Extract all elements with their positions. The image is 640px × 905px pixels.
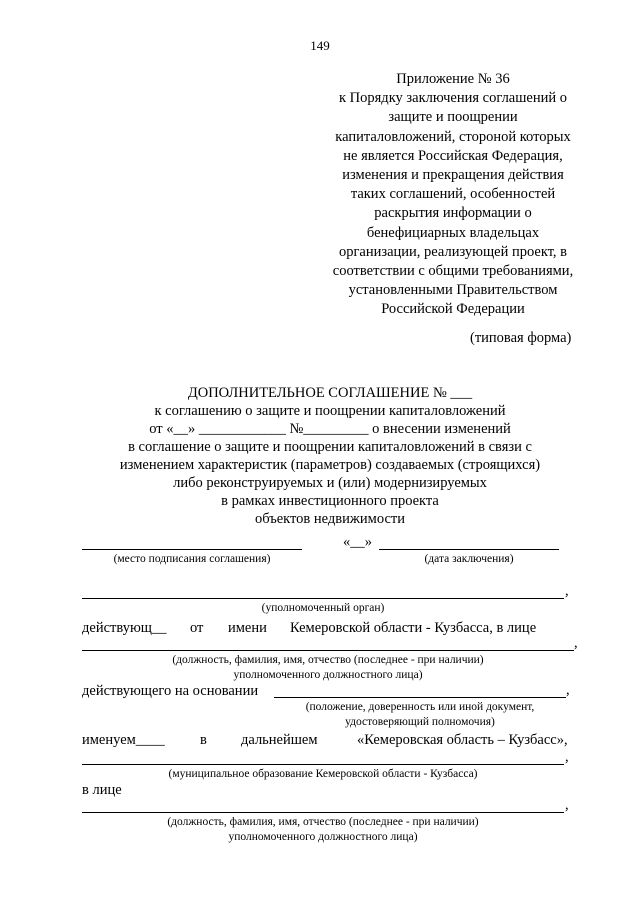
official-caption-2: уполномоченного должностного лица) [233, 669, 423, 681]
acting-word-3: имени [228, 620, 267, 636]
appendix-line: таких соглашений, особенностей [350, 186, 556, 203]
acting-basis-label: действующего на основании [82, 683, 259, 699]
official2-caption-1: (должность, фамилия, имя, отчество (последнее - при наличии) [167, 816, 479, 828]
page-number: 149 [310, 38, 330, 53]
basis-caption-2: удостоверяющий полномочия) [345, 716, 495, 728]
authorized-body-caption: (уполномоченный орган) [261, 602, 385, 614]
appendix-line: к Порядку заключения соглашений о [339, 90, 567, 107]
title-line: к соглашению о защите и поощрении капиталовложений [154, 403, 506, 419]
place-caption: (место подписания соглашения) [113, 553, 271, 565]
basis-field-line[interactable] [274, 697, 566, 698]
acting-word-4: Кемеровской области - Кузбасса, в лице [290, 620, 537, 636]
title-line: объектов недвижимости [254, 511, 405, 527]
title-line: либо реконструируемых и (или) модернизируемых [173, 475, 487, 491]
named-word-1: именуем____ [82, 732, 165, 748]
appendix-line: соответствии с общими требованиями, [332, 263, 574, 280]
in-person-label: в лице [82, 782, 122, 798]
named-word-2: в [200, 732, 207, 748]
appendix-line: организации, реализующей проект, в [338, 243, 568, 260]
date-caption: (дата заключения) [424, 553, 514, 565]
title-line: в соглашение о защите и поощрении капиталовложений в связи с [128, 439, 532, 455]
municipal-caption: (муниципальное образование Кемеровской области - Кузбасса) [168, 768, 478, 780]
form-type-label: (типовая форма) [470, 330, 572, 346]
official2-caption-2: уполномоченного должностного лица) [228, 831, 418, 843]
place-field-line[interactable] [82, 549, 302, 550]
comma: , [565, 583, 569, 599]
official2-field-line[interactable] [82, 812, 564, 813]
municipal-field-line[interactable] [82, 764, 564, 765]
appendix-line: защите и поощрении [388, 109, 518, 126]
appendix-line: изменения и прекращения действия [342, 167, 564, 184]
appendix-line: бенефициарных владельцах [366, 224, 540, 241]
title-line: ДОПОЛНИТЕЛЬНОЕ СОГЛАШЕНИЕ № ___ [187, 385, 473, 401]
named-word-4: «Кемеровская область – Кузбасс», [357, 732, 568, 748]
authorized-body-field-line[interactable] [82, 598, 564, 599]
comma: , [565, 749, 569, 765]
title-line: в рамках инвестиционного проекта [221, 493, 439, 509]
comma: , [574, 635, 578, 651]
title-line: от «__» ____________ №_________ о внесении изменений [149, 421, 511, 437]
official-caption-1: (должность, фамилия, имя, отчество (последнее - при наличии) [172, 654, 484, 666]
comma: , [565, 797, 569, 813]
official-field-line[interactable] [82, 650, 574, 651]
appendix-line: установленными Правительством [348, 282, 558, 299]
date-field-line[interactable] [379, 549, 559, 550]
appendix-line: раскрытия информации о [374, 205, 532, 222]
appendix-line: Приложение № 36 [396, 71, 510, 87]
date-prefix: «__» [343, 534, 372, 550]
appendix-line: капиталовложений, стороной которых [335, 128, 571, 145]
basis-caption-1: (положение, доверенность или иной документ, [305, 701, 535, 713]
appendix-line: не является Российская Федерация, [343, 147, 563, 164]
acting-word-2: от [190, 620, 204, 636]
title-line: изменением характеристик (параметров) создаваемых (строящихся) [119, 457, 541, 473]
acting-word-1: действующ__ [82, 620, 167, 636]
document-title [60, 384, 600, 528]
appendix-header [318, 70, 588, 320]
comma: , [566, 682, 570, 698]
appendix-line: Российской Федерации [381, 301, 525, 318]
named-word-3: дальнейшем [241, 732, 318, 748]
